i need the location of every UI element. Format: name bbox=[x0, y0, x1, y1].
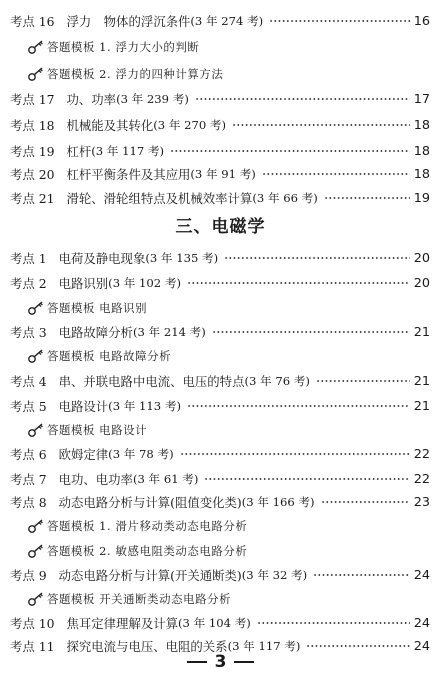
entry-count: (3 年 32 考) bbox=[241, 568, 308, 582]
key-icon bbox=[28, 40, 44, 54]
entry-page: 19 bbox=[413, 190, 430, 206]
toc-entry[interactable] bbox=[10, 467, 430, 491]
toc-entry[interactable] bbox=[10, 320, 430, 344]
entry-code: 考点 3 bbox=[10, 325, 47, 340]
template-entry[interactable] bbox=[28, 36, 199, 58]
entry-title: 杠杆平衡条件及其应用 bbox=[66, 167, 191, 182]
dot-leader bbox=[232, 118, 410, 132]
template-label: 答题模板 2. 敏感电阻类动态电路分析 bbox=[47, 544, 248, 558]
key-icon bbox=[28, 349, 44, 363]
key-icon bbox=[28, 67, 44, 81]
entry-page: 18 bbox=[413, 166, 430, 182]
template-label: 答题模板 1. 浮力大小的判断 bbox=[47, 40, 200, 54]
toc-entry[interactable] bbox=[10, 186, 430, 210]
entry-count: (3 年 214 考) bbox=[132, 325, 206, 339]
key-icon bbox=[28, 544, 44, 558]
dot-leader bbox=[313, 568, 410, 582]
template-entry[interactable] bbox=[28, 345, 171, 367]
entry-title: 探究电流与电压、电阻的关系 bbox=[66, 639, 228, 654]
entry-title: 电功、电功率 bbox=[58, 472, 133, 487]
entry-code: 考点 7 bbox=[10, 472, 47, 487]
entry-page: 24 bbox=[413, 638, 430, 654]
dot-leader bbox=[324, 191, 410, 205]
template-entry[interactable] bbox=[28, 588, 231, 610]
template-label: 答题模板 电路识别 bbox=[47, 301, 148, 315]
entry-page: 17 bbox=[413, 91, 430, 107]
key-icon bbox=[28, 423, 44, 437]
template-label: 答题模板 电路设计 bbox=[47, 423, 148, 437]
entry-title: 电路故障分析 bbox=[58, 325, 133, 340]
entry-code: 考点 18 bbox=[10, 118, 55, 133]
template-entry[interactable] bbox=[28, 515, 247, 537]
toc-entry[interactable] bbox=[10, 246, 430, 270]
entry-count: (3 年 270 考) bbox=[153, 118, 227, 132]
dot-leader bbox=[212, 325, 410, 339]
entry-code: 考点 9 bbox=[10, 568, 47, 583]
template-entry[interactable] bbox=[28, 419, 147, 441]
entry-title: 电路识别 bbox=[58, 276, 109, 291]
toc-entry[interactable] bbox=[10, 271, 430, 295]
entry-code: 考点 1 bbox=[10, 251, 47, 266]
entry-count: (3 年 117 考) bbox=[91, 144, 165, 158]
entry-code: 考点 17 bbox=[10, 92, 55, 107]
entry-title: 电荷及静电现象 bbox=[58, 251, 146, 266]
entry-title: 欧姆定律 bbox=[58, 447, 109, 462]
entry-count: (3 年 91 考) bbox=[190, 167, 256, 181]
entry-count: (3 年 102 考) bbox=[108, 276, 181, 290]
entry-page: 21 bbox=[413, 324, 430, 340]
entry-title: 动态电路分析与计算(开关通断类) bbox=[58, 568, 242, 583]
entry-code: 考点 16 bbox=[10, 14, 55, 29]
entry-page: 20 bbox=[413, 250, 430, 266]
toc-entry[interactable] bbox=[10, 442, 430, 466]
entry-page: 22 bbox=[413, 471, 430, 487]
key-icon bbox=[28, 301, 44, 315]
entry-page: 18 bbox=[413, 143, 430, 159]
page-footer bbox=[0, 650, 441, 674]
entry-count: (3 年 166 考) bbox=[241, 495, 315, 509]
dot-leader bbox=[195, 92, 410, 106]
entry-count: (3 年 61 考) bbox=[132, 472, 199, 486]
toc-entry[interactable] bbox=[10, 162, 430, 186]
entry-title: 功、功率 bbox=[66, 92, 117, 107]
entry-count: (3 年 117 考) bbox=[227, 639, 301, 653]
toc-entry[interactable] bbox=[10, 611, 430, 635]
entry-code: 考点 5 bbox=[10, 399, 47, 414]
template-label: 答题模板 电路故障分析 bbox=[47, 349, 172, 363]
entry-title: 浮力 物体的浮沉条件 bbox=[66, 14, 191, 29]
entry-page: 22 bbox=[413, 446, 430, 462]
key-icon bbox=[28, 592, 44, 606]
entry-count: (3 年 135 考) bbox=[145, 251, 219, 265]
entry-page: 21 bbox=[413, 398, 430, 414]
template-label: 答题模板 2. 浮力的四种计算方法 bbox=[47, 67, 224, 81]
toc-entry[interactable] bbox=[10, 139, 430, 163]
dot-leader bbox=[224, 251, 410, 265]
dot-leader bbox=[204, 472, 409, 486]
key-icon bbox=[28, 519, 44, 533]
entry-code: 考点 8 bbox=[10, 495, 47, 510]
entry-count: (3 年 66 考) bbox=[252, 191, 318, 205]
dot-leader bbox=[187, 276, 410, 290]
dot-leader bbox=[262, 167, 410, 181]
entry-title: 机械能及其转化 bbox=[66, 118, 154, 133]
toc-entry[interactable] bbox=[10, 113, 430, 137]
entry-page: 18 bbox=[413, 117, 430, 133]
entry-code: 考点 11 bbox=[10, 639, 55, 654]
section-title: 三、电磁学 bbox=[175, 217, 266, 237]
entry-code: 考点 21 bbox=[10, 191, 55, 206]
dot-leader bbox=[316, 374, 410, 388]
entry-count: (3 年 76 考) bbox=[244, 374, 310, 388]
entry-count: (3 年 274 考) bbox=[190, 14, 264, 28]
entry-page: 16 bbox=[413, 13, 430, 29]
entry-page: 24 bbox=[413, 615, 430, 631]
entry-page: 23 bbox=[413, 494, 430, 510]
toc-entry[interactable] bbox=[10, 9, 430, 33]
entry-count: (3 年 104 考) bbox=[178, 616, 251, 630]
dot-leader bbox=[180, 447, 410, 461]
entry-title: 滑轮、滑轮组特点及机械效率计算 bbox=[66, 191, 253, 206]
entry-count: (3 年 239 考) bbox=[116, 92, 189, 106]
dot-leader bbox=[321, 495, 410, 509]
footer-dash-right bbox=[234, 661, 254, 663]
entry-title: 焦耳定律理解及计算 bbox=[66, 616, 179, 631]
toc-entry[interactable] bbox=[10, 490, 430, 514]
template-entry[interactable] bbox=[28, 297, 147, 319]
toc-entry[interactable] bbox=[10, 563, 430, 587]
entry-page: 20 bbox=[413, 275, 430, 291]
toc-entry[interactable] bbox=[10, 394, 430, 418]
toc-entry[interactable] bbox=[10, 369, 430, 393]
template-label: 答题模板 开关通断类动态电路分析 bbox=[47, 592, 232, 606]
entry-code: 考点 20 bbox=[10, 167, 55, 182]
entry-title: 串、并联电路中电流、电压的特点 bbox=[58, 374, 245, 389]
entry-count: (3 年 113 考) bbox=[108, 399, 181, 413]
entry-title: 电路设计 bbox=[58, 399, 109, 414]
entry-page: 21 bbox=[413, 373, 430, 389]
footer-dash-left bbox=[187, 661, 207, 663]
entry-code: 考点 6 bbox=[10, 447, 47, 462]
template-entry[interactable] bbox=[28, 63, 223, 85]
template-entry[interactable] bbox=[28, 540, 247, 562]
template-label: 答题模板 1. 滑片移动类动态电路分析 bbox=[47, 519, 248, 533]
entry-page: 24 bbox=[413, 567, 430, 583]
dot-leader bbox=[257, 616, 410, 630]
entry-code: 考点 2 bbox=[10, 276, 47, 291]
footer-page-number: 3 bbox=[214, 652, 227, 672]
dot-leader bbox=[170, 144, 410, 158]
dot-leader bbox=[269, 14, 410, 28]
entry-title: 动态电路分析与计算(阻值变化类) bbox=[58, 495, 242, 510]
entry-count: (3 年 78 考) bbox=[108, 447, 174, 461]
entry-code: 考点 19 bbox=[10, 144, 55, 159]
toc-entry[interactable] bbox=[10, 87, 430, 111]
dot-leader bbox=[187, 399, 410, 413]
entry-code: 考点 10 bbox=[10, 616, 55, 631]
entry-code: 考点 4 bbox=[10, 374, 47, 389]
entry-title: 杠杆 bbox=[66, 144, 92, 159]
